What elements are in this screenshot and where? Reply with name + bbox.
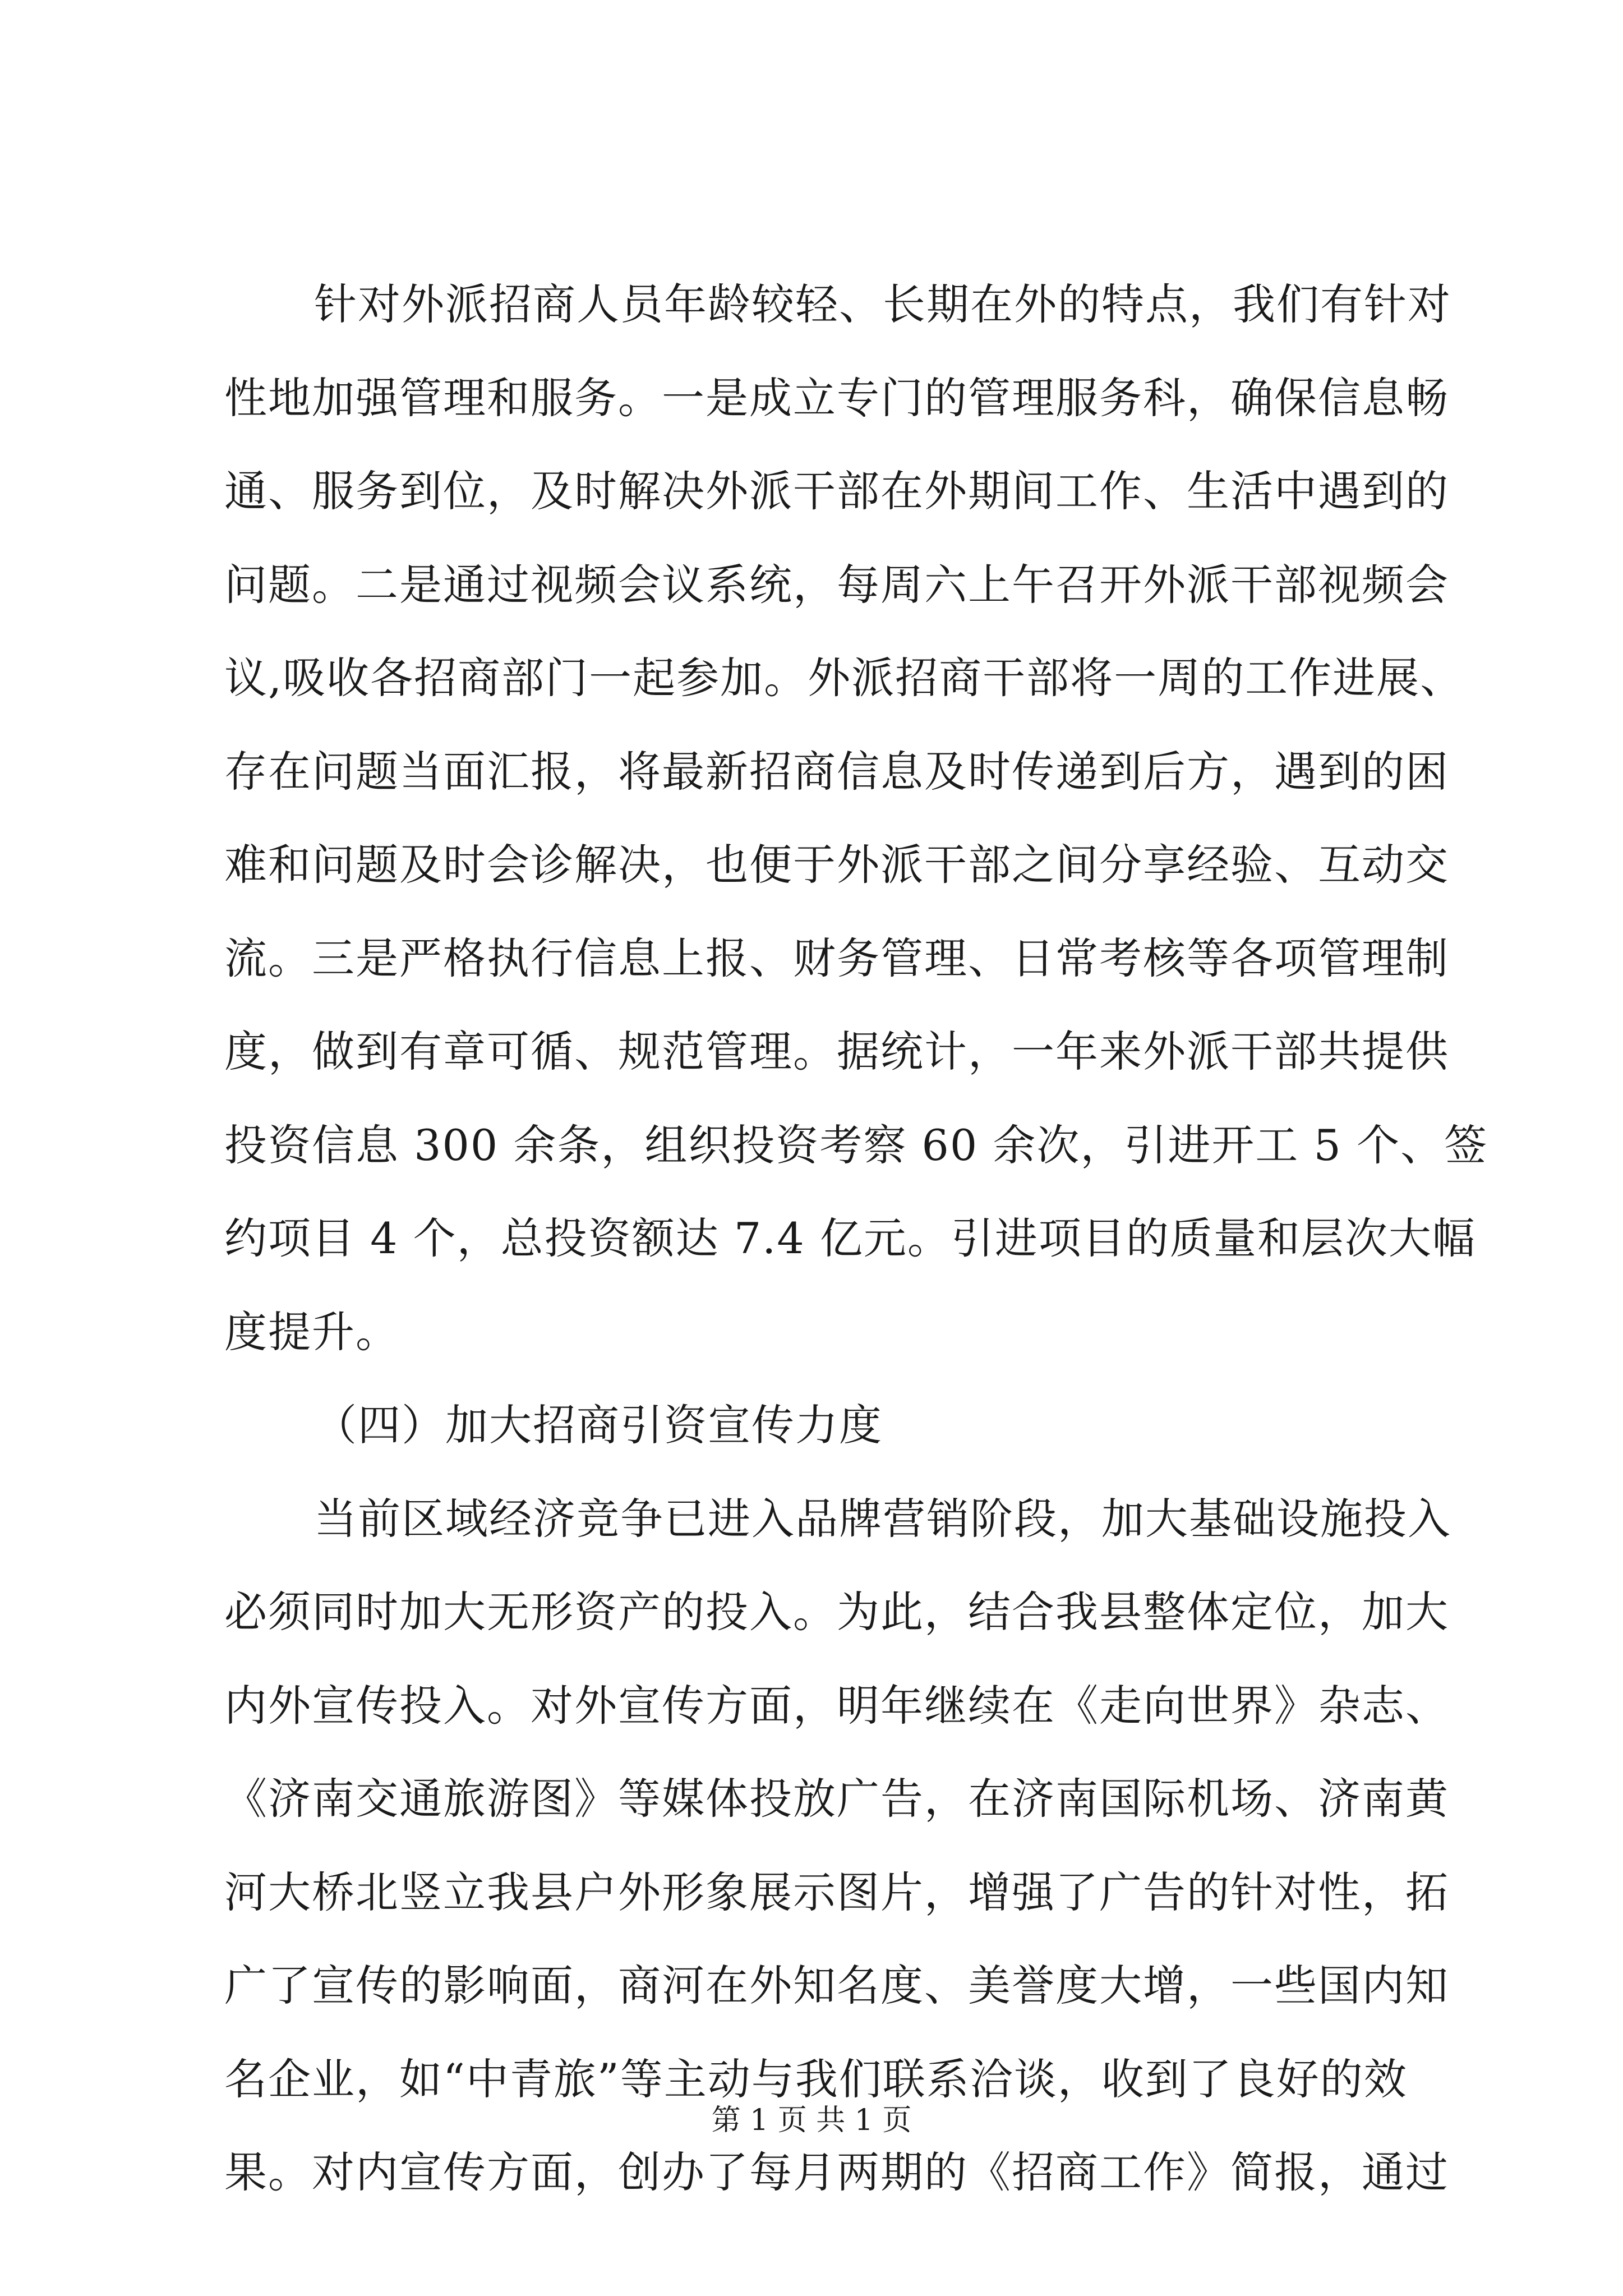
- paragraph-1-line-8: 流。三是严格执行信息上报、财务管理、日常考核等各项管理制: [224, 933, 1449, 983]
- paragraph-1-line-10: 投资信息 300 余条，组织投资考察 60 余次，引进开工 5 个、签: [224, 1120, 1488, 1170]
- document-body: [224, 258, 1488, 2220]
- paragraph-1-line-6: 存在问题当面汇报，将最新招商信息及时传递到后方，遇到的困: [224, 746, 1449, 797]
- paragraph-2-line-5: 河大桥北竖立我县户外形象展示图片，增强了广告的针对性，拓: [224, 1867, 1449, 1917]
- paragraph-2-line-7: 名企业，如“中青旅”等主动与我们联系洽谈，收到了良好的效: [224, 2054, 1408, 2104]
- paragraph-2-line-3: 内外宣传投入。对外宣传方面，明年继续在《走向世界》杂志、: [224, 1680, 1449, 1731]
- paragraph-2-line-6: 广了宣传的影响面，商河在外知名度、美誉度大增，一些国内知: [224, 1961, 1449, 2010]
- paragraph-2-line-4: 《济南交通旅游图》等媒体投放广告，在济南国际机场、济南黄: [224, 1774, 1449, 1824]
- page-footer: 第 1 页 共 1 页: [711, 2104, 912, 2137]
- paragraph-1-line-7: 难和问题及时会诊解决，也便于外派干部之间分享经验、互动交: [224, 840, 1449, 890]
- paragraph-1-line-12: 度提升。: [224, 1306, 399, 1357]
- paragraph-1-line-5: 议,吸收各招商部门一起参加。外派招商干部将一周的工作进展、: [224, 653, 1464, 703]
- paragraph-2-line-1: 当前区域经济竞争已进入品牌营销阶段，加大基础设施投入: [314, 1493, 1451, 1544]
- paragraph-1-line-9: 度，做到有章可循、规范管理。据统计，一年来外派干部共提供: [224, 1027, 1449, 1076]
- paragraph-1-line-3: 通、服务到位，及时解决外派干部在外期间工作、生活中遇到的: [224, 466, 1449, 516]
- paragraph-1-line-11: 约项目 4 个，总投资额达 7.4 亿元。引进项目的质量和层次大幅: [224, 1213, 1476, 1263]
- paragraph-1-line-2: 性地加强管理和服务。一是成立专门的管理服务科，确保信息畅: [224, 372, 1449, 423]
- paragraph-1-line-4: 问题。二是通过视频会议系统，每周六上午召开外派干部视频会: [224, 559, 1449, 610]
- section-heading: （四）加大招商引资宣传力度: [314, 1400, 883, 1450]
- paragraph-2-line-8: 果。对内宣传方面，创办了每月两期的《招商工作》简报，通过: [224, 2147, 1449, 2197]
- paragraph-1-line-1: 针对外派招商人员年龄较轻、长期在外的特点，我们有针对: [314, 279, 1451, 329]
- paragraph-2-line-2: 必须同时加大无形资产的投入。为此，结合我县整体定位，加大: [224, 1587, 1449, 1637]
